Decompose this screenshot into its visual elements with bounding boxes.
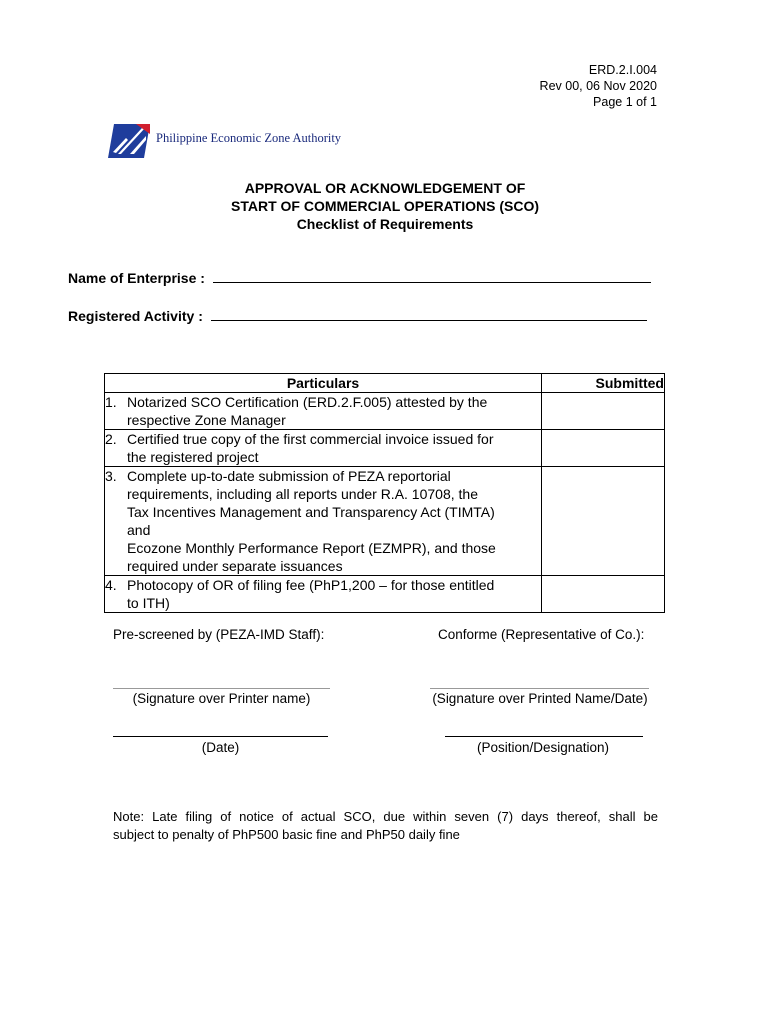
item-line: Ecozone Monthly Performance Report (EZMPR), and those <box>127 540 496 556</box>
item-number: 2. <box>105 431 117 447</box>
checklist-item-3 <box>105 467 542 576</box>
submitted-header: Submitted <box>542 374 665 393</box>
date-line[interactable] <box>113 736 328 737</box>
date-label: (Date) <box>201 740 240 755</box>
agency-name: Philippine Economic Zone Authority <box>156 131 342 145</box>
checklist-item-1 <box>105 393 542 430</box>
position-line[interactable] <box>445 736 643 737</box>
document-reference <box>540 62 657 110</box>
page-number: Page 1 of 1 <box>593 95 657 109</box>
page-title <box>0 179 770 233</box>
activity-input-line[interactable] <box>211 306 647 321</box>
title-line-3: Checklist of Requirements <box>296 216 474 232</box>
title-line-2: START OF COMMERCIAL OPERATIONS (SCO) <box>231 198 539 214</box>
submitted-cell-2[interactable] <box>542 430 665 467</box>
conforme-label: Conforme (Representative of Co.): <box>438 627 645 642</box>
item-line: required under separate issuances <box>127 558 343 574</box>
enterprise-field-row <box>68 268 651 286</box>
signature-line-left[interactable] <box>113 688 330 689</box>
item-line: Notarized SCO Certification (ERD.2.F.005) attested by the <box>127 394 488 410</box>
table-row <box>105 576 665 613</box>
item-line: to ITH) <box>127 595 170 611</box>
submitted-cell-4[interactable] <box>542 576 665 613</box>
peza-logo-icon <box>108 124 150 158</box>
table-row <box>105 467 665 576</box>
enterprise-label: Name of Enterprise : <box>68 270 205 286</box>
table-row <box>105 430 665 467</box>
position-label: (Position/Designation) <box>476 740 610 755</box>
item-line: Tax Incentives Management and Transparency Act (TIMTA) <box>127 504 495 520</box>
submitted-cell-3[interactable] <box>542 467 665 576</box>
item-line: the registered project <box>127 449 259 465</box>
item-line: Photocopy of OR of filing fee (PhP1,200 – for those entitled <box>127 577 495 593</box>
checklist-item-2 <box>105 430 542 467</box>
note-line-2: subject to penalty of PhP500 basic fine and PhP50 daily fine <box>113 827 460 842</box>
enterprise-input-line[interactable] <box>213 268 651 283</box>
title-line-1: APPROVAL OR ACKNOWLEDGEMENT OF <box>244 180 526 196</box>
item-number: 1. <box>105 394 117 410</box>
submitted-cell-1[interactable] <box>542 393 665 430</box>
item-line: respective Zone Manager <box>127 412 286 428</box>
activity-field-row <box>68 306 647 324</box>
prescreened-label: Pre-screened by (PEZA-IMD Staff): <box>113 627 325 642</box>
item-line: Certified true copy of the first commercial invoice issued for <box>127 431 494 447</box>
item-number: 4. <box>105 577 117 593</box>
signature-line-right[interactable] <box>430 688 649 689</box>
document-revision: Rev 00, 06 Nov 2020 <box>539 79 657 93</box>
signature-label-left: (Signature over Printer name) <box>132 691 311 706</box>
document-code: ERD.2.I.004 <box>588 63 657 77</box>
signature-label-right: (Signature over Printed Name/Date) <box>432 691 648 706</box>
checklist-item-4 <box>105 576 542 613</box>
checklist-table <box>104 373 665 613</box>
penalty-note <box>113 808 658 844</box>
item-line: requirements, including all reports under R.A. 10708, the <box>127 486 478 502</box>
table-header-row <box>105 374 665 393</box>
item-line: and <box>127 522 151 538</box>
activity-label: Registered Activity : <box>68 308 203 324</box>
item-line: Complete up-to-date submission of PEZA reportorial <box>127 468 451 484</box>
particulars-header: Particulars <box>105 374 542 393</box>
note-line-1: Note: Late filing of notice of actual SCO, due within seven (7) days thereof, shall be <box>113 809 658 824</box>
item-number: 3. <box>105 468 117 484</box>
table-row <box>105 393 665 430</box>
